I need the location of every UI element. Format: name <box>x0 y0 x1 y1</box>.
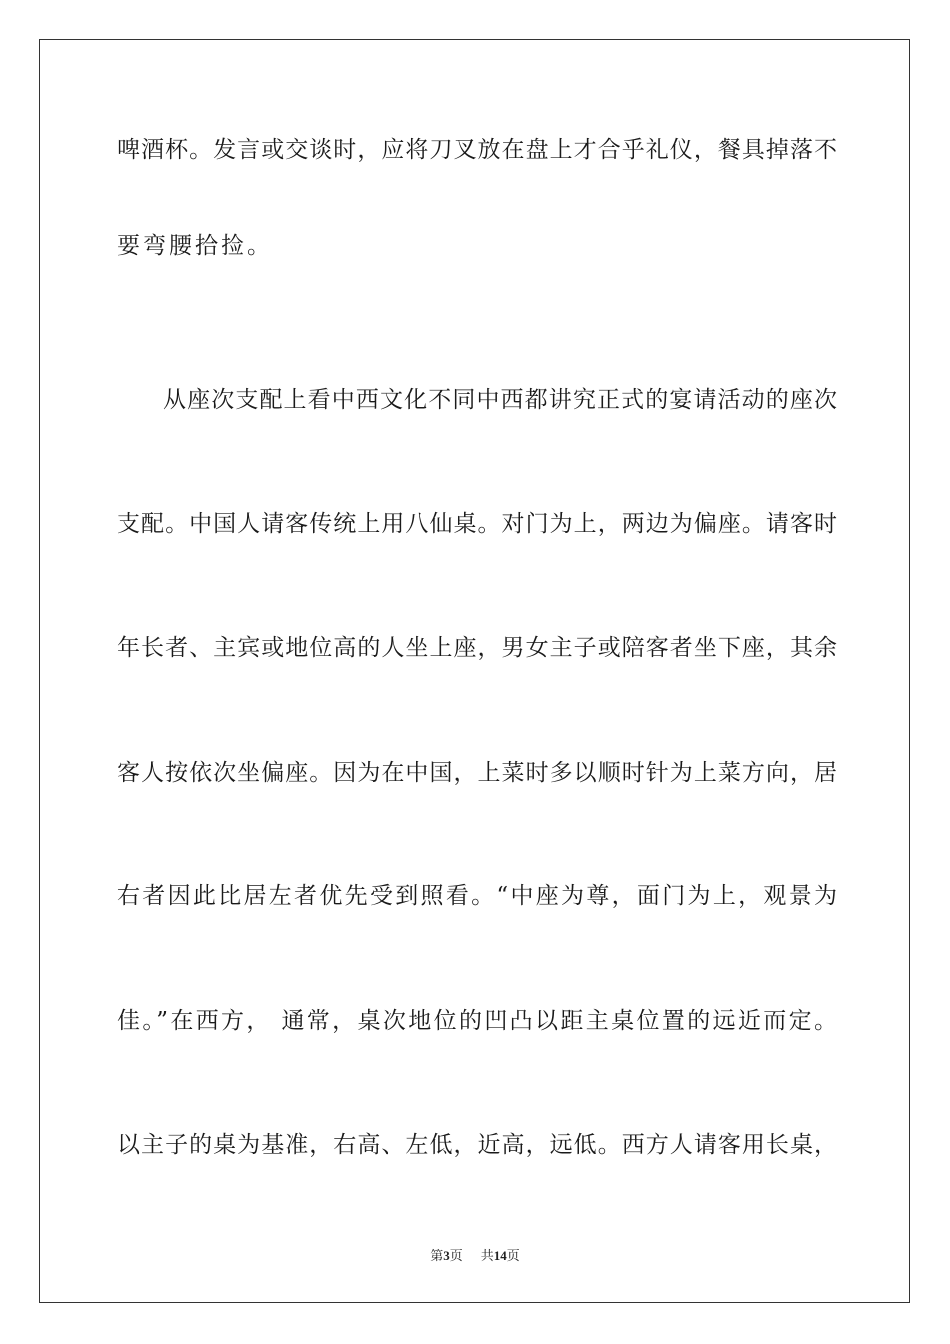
total-pages: 14 <box>493 1248 507 1263</box>
page-footer <box>0 1247 950 1265</box>
total-prefix: 共 <box>480 1248 494 1263</box>
total-suffix: 页 <box>506 1248 520 1263</box>
text-line-9: 以主子的桌为基准，右高、左低，近高，远低。西方人请客用长桌， <box>117 1132 837 1158</box>
text-line-7: 右者因此比居左者优先受到照看。“中座为尊，面门为上，观景为 <box>117 883 837 909</box>
text-line-8: 佳。”在西方， 通常，桌次地位的凹凸以距主桌位置的远近而定。 <box>117 1008 837 1034</box>
text-line-3: 从座次支配上看中西文化不同中西都讲究正式的宴请活动的座次 <box>163 387 837 413</box>
text-line-5: 年长者、主宾或地位高的人坐上座，男女主子或陪客者坐下座，其余 <box>117 635 837 661</box>
text-line-1: 啤酒杯。发言或交谈时，应将刀叉放在盘上才合乎礼仪，餐具掉落不 <box>117 137 837 163</box>
page-suffix: 页 <box>449 1248 463 1263</box>
text-line-4: 支配。中国人请客传统上用八仙桌。对门为上，两边为偏座。请客时 <box>117 511 837 537</box>
page-prefix: 第 <box>430 1248 444 1263</box>
page-border <box>39 39 910 1303</box>
text-line-6: 客人按依次坐偏座。因为在中国，上菜时多以顺时针为上菜方向，居 <box>117 760 837 786</box>
text-line-2: 要弯腰拾捡。 <box>117 233 273 259</box>
page-number: 3 <box>443 1248 450 1263</box>
